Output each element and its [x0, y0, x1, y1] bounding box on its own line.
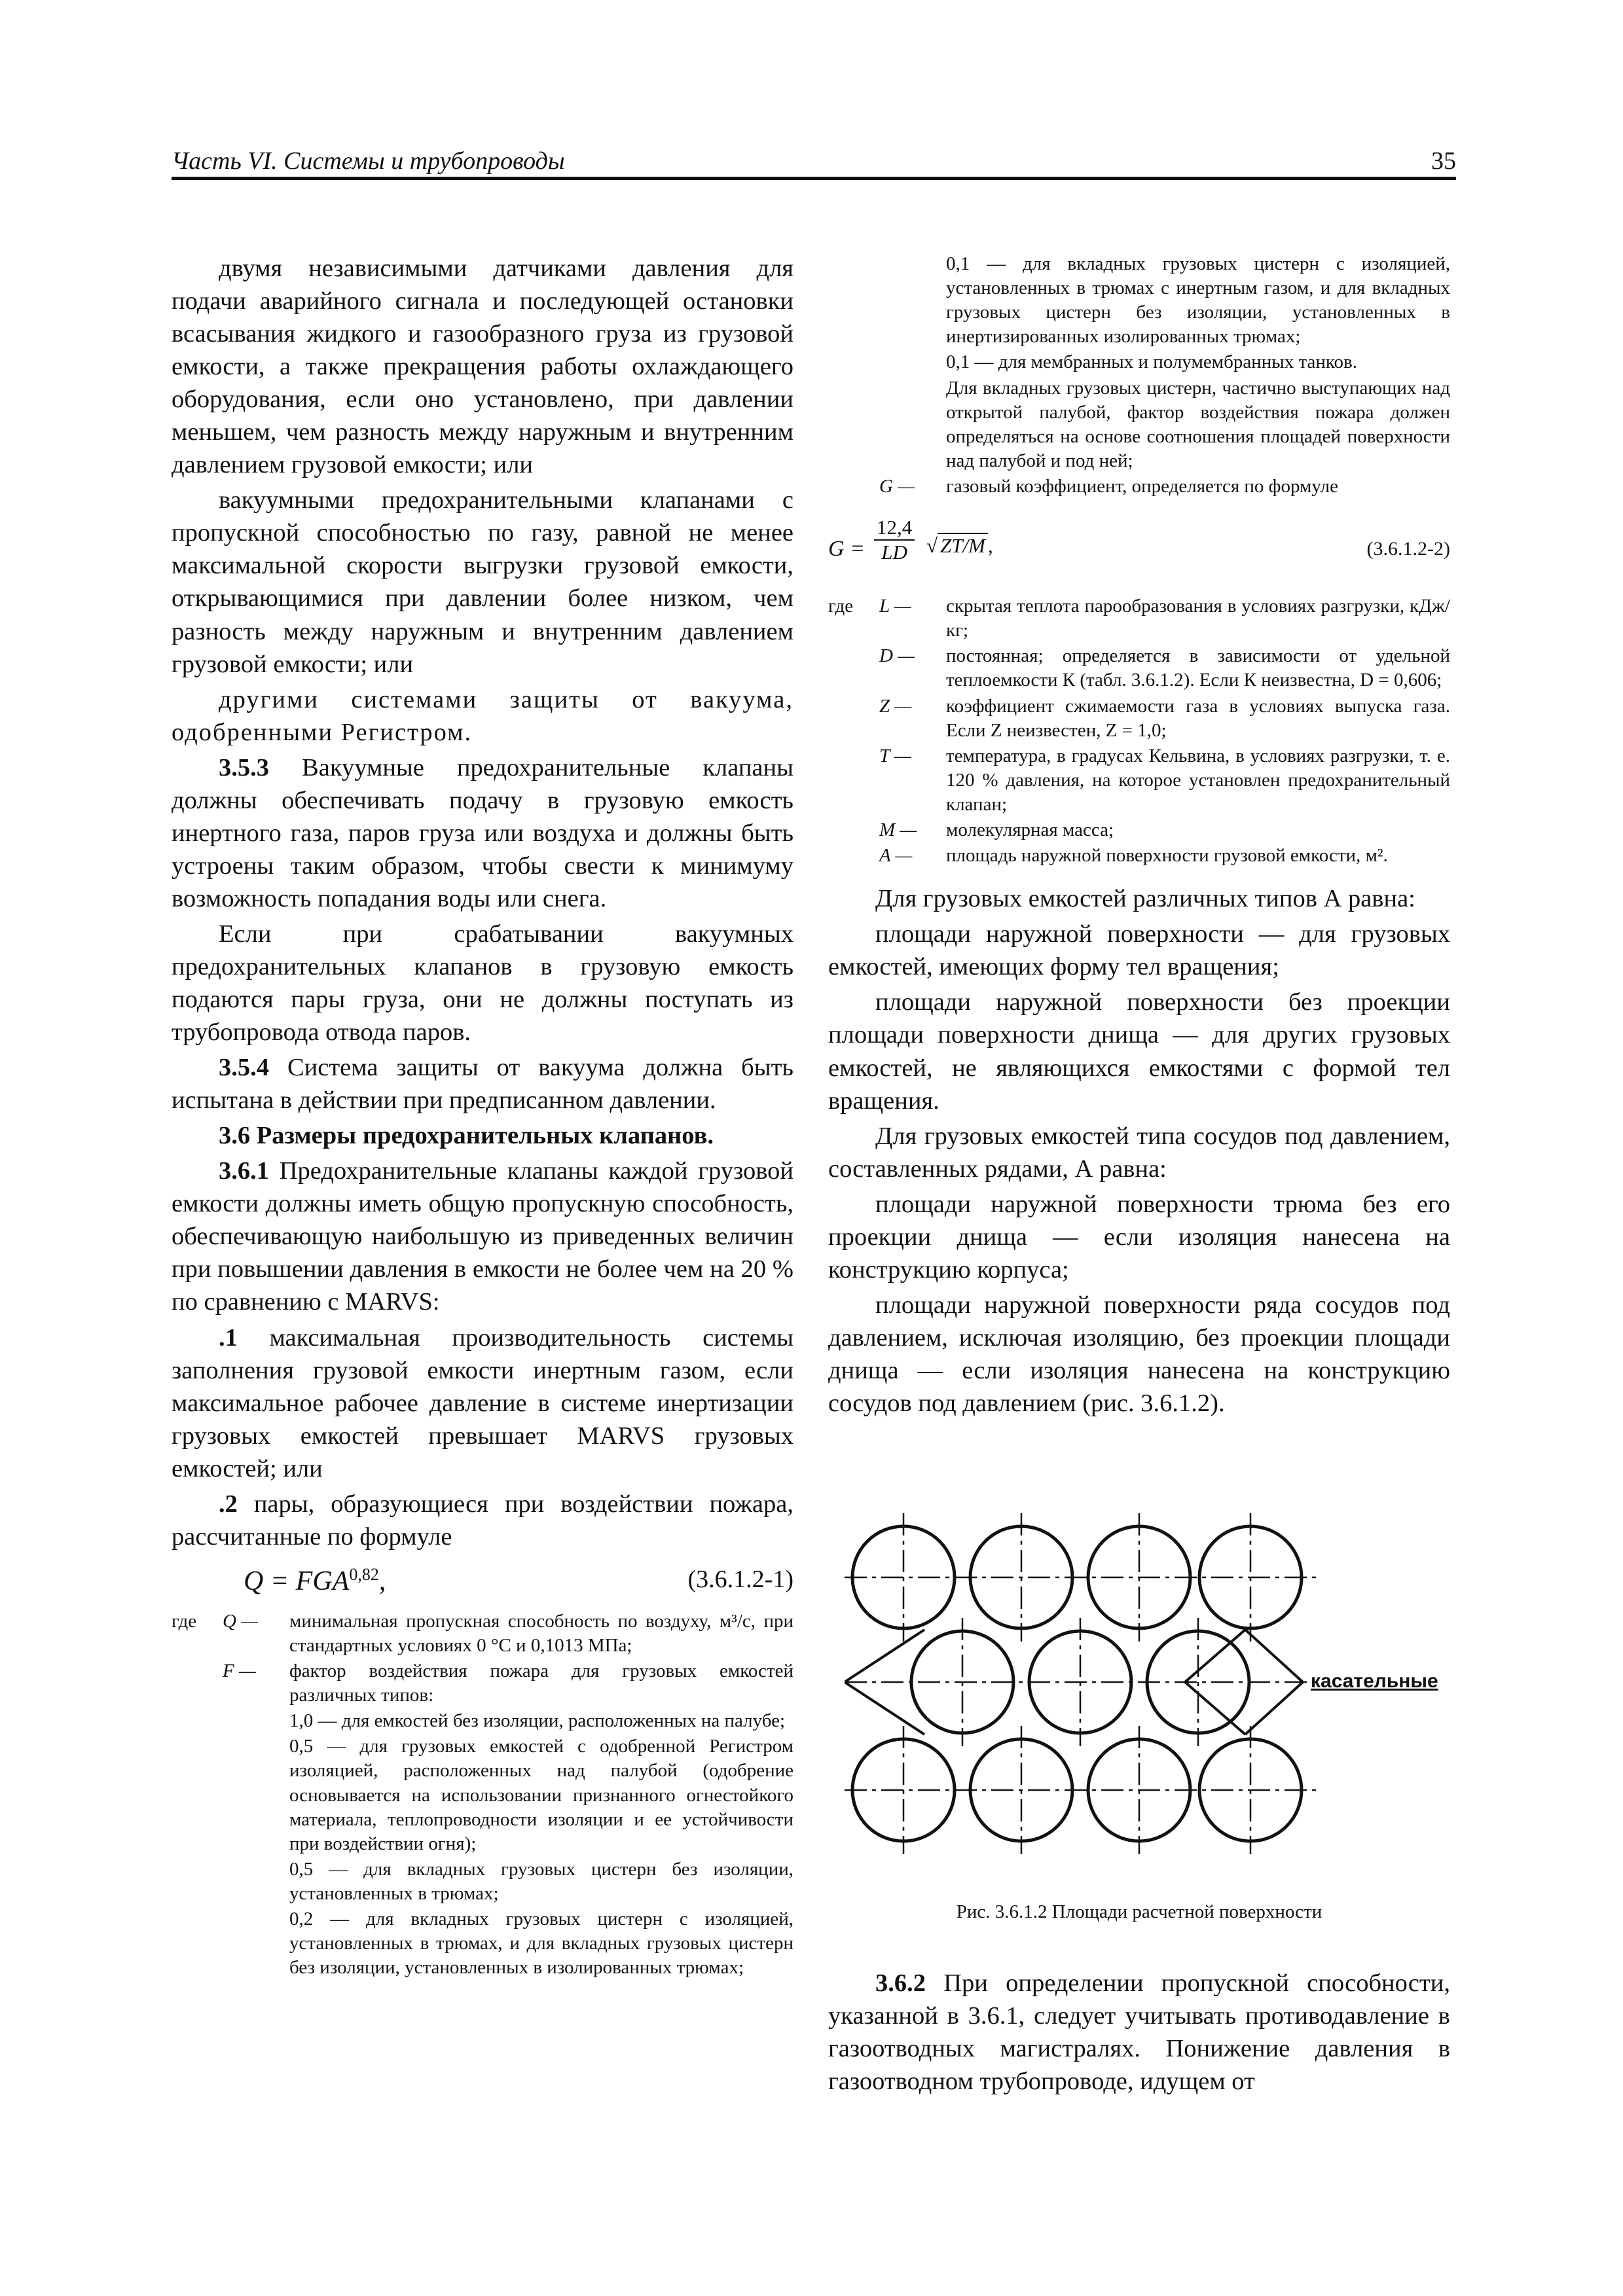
section-number: 3.6.1 — [219, 1157, 269, 1185]
paragraph: 3.5.4 Система защиты от вакуума должна быть испытана в действии при предписанном давлении. — [172, 1054, 793, 1115]
running-header: Часть VI. Системы и трубопроводы — [172, 147, 565, 175]
definition-item: 0,2 — для вкладных грузовых цистерн с изоляцией, установленных в трюмах, и для вкладных грузовых цистерн без изоляции, установленных в изолированных трюмах; — [289, 1909, 793, 1979]
equation-number: (3.6.1.2-2) — [1366, 538, 1450, 560]
definitions-list — [828, 594, 1450, 868]
paragraph: .2 пары, образующиеся при воздействии пожара, рассчитанные по формуле — [172, 1490, 793, 1551]
left-column — [172, 252, 793, 1980]
definition: G — газовый коэффициент, определяется по формуле — [879, 475, 1338, 497]
paragraph: Для грузовых емкостей типа сосудов под давлением, составленных рядами, А равна: — [828, 1122, 1450, 1183]
definition: A — площадь наружной поверхности грузовой емкости, м². — [879, 845, 1388, 867]
tangent-line — [1185, 1630, 1245, 1682]
definition: Z — коэффициент сжимаемости газа в условиях выпуска газа. Если Z неизвестен, Z = 1,0; — [879, 695, 1450, 741]
paragraph: площади наружной поверхности трюма без его проекции днища — если изоляция нанесена на конструкцию корпуса; — [828, 1190, 1450, 1283]
paragraph: двумя независимыми датчиками давления для подачи аварийного сигнала и последующей остановки всасывания жидкого и газообразного груза из грузовой емкости, а также прекращения работы охлаждающего оборудования, если оно установлено, при давлении меньшем, чем разность между наружным и внутренним давлением грузовой емкости; или — [172, 255, 793, 479]
paragraph: .1 максимальная производительность системы заполнения грузовой емкости инертным газом, если максимальное рабочее давление в системе инертизации грузовых емкостей превышает MARVS грузовых емкостей; или — [172, 1323, 793, 1482]
definition: D — постоянная; определяется в зависимости от удельной теплоемкости К (табл. 3.6.1.2). Если К неизвестна, D = 0,606; — [879, 645, 1450, 691]
definition: где Q — минимальная пропускная способность по воздуху, м³/с, при стандартных условиях 0 °С и 0,1013 МПа; — [172, 1610, 793, 1656]
leader-line — [1245, 1630, 1303, 1682]
definition-item: 0,1 — для вкладных грузовых цистерн с изоляцией, установленных в трюмах с инертным газом, и для вкладных грузовых цистерн без изоляции, установленных в инертизированных изолированных трюмах; — [946, 253, 1450, 348]
definition-item: 0,5 — для вкладных грузовых цистерн без изоляции, установленных в трюмах; — [289, 1858, 793, 1905]
paragraph-3-6-2 — [828, 1967, 1450, 2098]
paragraph: площади наружной поверхности ряда сосудов под давлением, исключая изоляцию, без проекции площади днища — если изоляция нанесена на конструкцию сосудов под давлением (рис. 3.6.1.2). — [828, 1291, 1450, 1417]
formula-q: Q = FGA$^{0,82}$, (3.6.1.2-1) — [244, 1564, 793, 1596]
definition: F — фактор воздействия пожара для грузовых емкостей различных типов: — [223, 1660, 793, 1706]
definition-item: 1,0 — для емкостей без изоляции, расположенных на палубе; — [289, 1710, 786, 1732]
page-number: 35 — [1431, 147, 1456, 175]
definition-item: Для вкладных грузовых цистерн, частично выступающих над открытой палубой, фактор воздействия пожара должен определяться на основе соотношения площадей поверхности над палубой и под ней; — [946, 377, 1450, 471]
section-number: 3.5.4 — [219, 1054, 269, 1082]
paragraph: 3.6.2 При определении пропускной способности, указанной в 3.6.1, следует учитывать противодавление в газоотводных магистралях. Понижение давления в газоотводном трубопроводе, идущем от — [828, 1969, 1450, 2096]
tangent-line — [1185, 1682, 1245, 1734]
figure-caption: Рис. 3.6.1.2 Площади расчетной поверхности — [956, 1901, 1322, 1922]
leader-line — [1245, 1682, 1303, 1734]
section-heading: 3.6 Размеры предохранительных клапанов. — [219, 1122, 714, 1150]
square-root: √ ZT/M , — [926, 534, 993, 558]
definition: T — температура, в градусах Кельвина, в условиях разгрузки, т. е. 120 % давления, на которое установлен предохранительный клапан; — [879, 745, 1450, 815]
paragraph: площади наружной поверхности без проекции площади поверхности днища — для других грузовых емкостей, не являющихся емкостями с формой тел вращения. — [828, 988, 1450, 1115]
definition: где L — скрытая теплота парообразования в условиях разгрузки, кДж/кг; — [828, 596, 1450, 641]
definitions-list — [172, 1609, 793, 1981]
section-number: 3.6.2 — [875, 1969, 926, 1997]
equation-number: (3.6.1.2-1) — [687, 1565, 793, 1593]
paragraph: Для грузовых емкостей различных типов А равна: — [875, 885, 1415, 913]
paragraph: вакуумными предохранительными клапанами с пропускной способностью по газу, равной не менее максимальной скорости выгрузки грузовой емкости, открывающимися при давлении более низком, чем разность между наружным и внутренним давлением грузовой емкости; или — [172, 486, 793, 678]
formula-g: G = $\frac{12,4}{LD}$ √ ZT/M , (3.6.1.2-2) — [828, 516, 1450, 564]
item-number: .2 — [219, 1490, 238, 1518]
right-column — [828, 252, 1450, 1420]
definition-item: 0,5 — для грузовых емкостей с одобренной Регистром изоляцией, расположенных над палубой (одобрение основывается на использовании признанного огнестойкого материала, теплопроводности изоляции и ее устойчивости при воздействии огня); — [289, 1736, 793, 1854]
header-rule — [172, 177, 1456, 180]
section-number: 3.5.3 — [219, 753, 269, 781]
paragraph: 3.5.3 Вакуумные предохранительные клапаны должны обеспечивать подачу в грузовую емкость инертного газа, паров груза или воздуха и должны быть устроены таким образом, чтобы свести к минимуму возможность попадания воды или снега. — [172, 753, 793, 912]
item-number: .1 — [219, 1323, 238, 1352]
tangent-label: касательные — [1311, 1670, 1438, 1692]
paragraph: другими системами защиты от вакуума, одобренными Регистром. — [172, 685, 793, 746]
paragraph: Если при срабатывании вакуумных предохранительных клапанов в грузовую емкость подаются пары груза, они не должны поступать из трубопровода отвода паров. — [172, 920, 793, 1047]
fraction: $\frac{12,4}{LD}$ — [874, 516, 915, 564]
paragraph: площади наружной поверхности — для грузовых емкостей, имеющих форму тел вращения; — [828, 920, 1450, 981]
definition: M — молекулярная масса; — [879, 819, 1114, 841]
figure-vessel-arrangement — [845, 1512, 1453, 1892]
definition-item: 0,1 — для мембранных и полумембранных танков. — [946, 351, 1357, 373]
paragraph: 3.6.1 Предохранительные клапаны каждой грузовой емкости должны иметь общую пропускную способность, обеспечивающую наибольшую из приведенных величин при повышении давления в емкости не более чем на 20 % по сравнению с MARVS: — [172, 1157, 793, 1316]
